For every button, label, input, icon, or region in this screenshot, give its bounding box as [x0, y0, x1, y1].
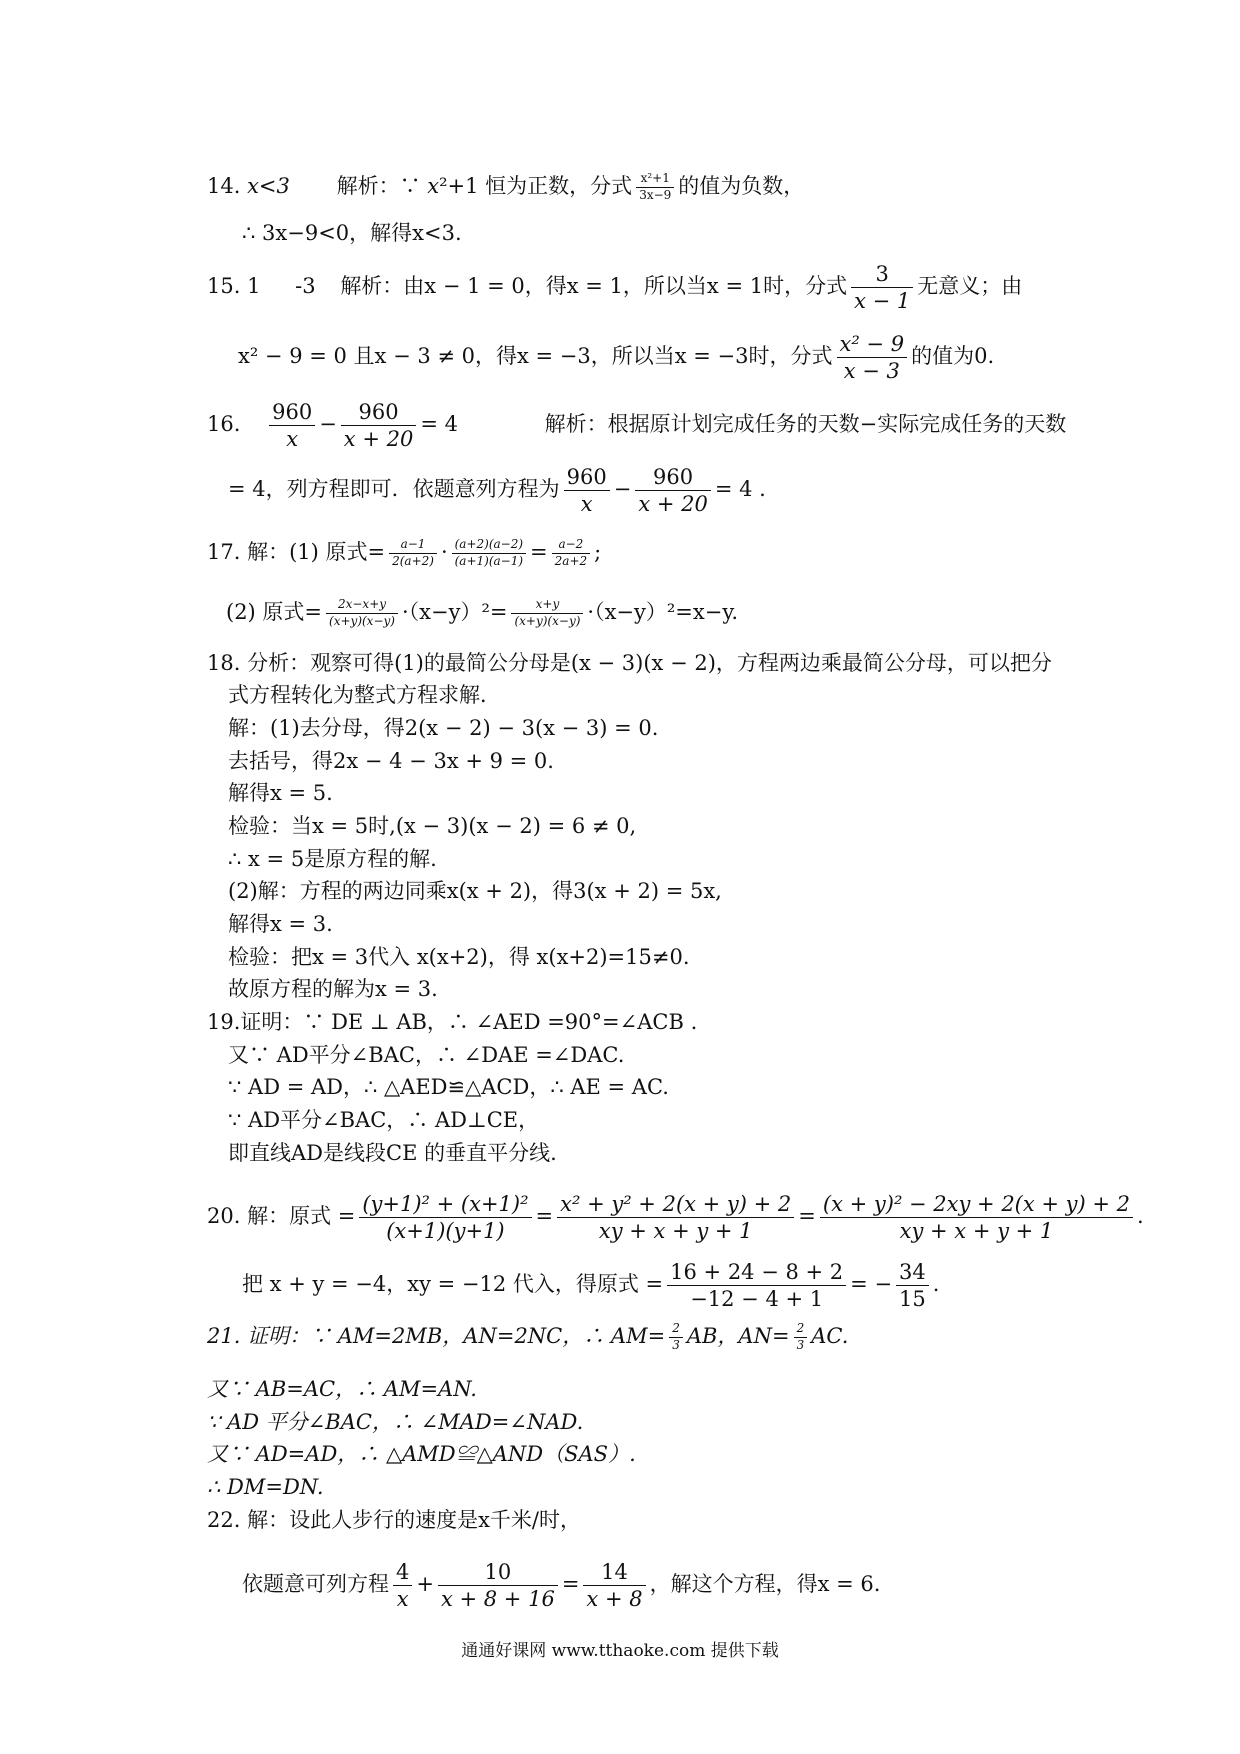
q16-fraction-2 [341, 400, 417, 451]
q20-frac4-numerator: 16 + 24 − 8 + 2 [667, 1260, 846, 1286]
q14-frac-numerator: x²+1 [636, 172, 674, 188]
q20-equals-3: = − [850, 1272, 893, 1297]
q14-line2: ∴ 3x−9<0，解得x<3. [242, 221, 462, 245]
q17-frac3-numerator: a−2 [552, 538, 590, 554]
q21-fraction-1 [669, 1322, 683, 1353]
q22-frac2-denominator: x + 8 + 16 [440, 1587, 555, 1612]
q15-text: 解析：由x − 1 = 0，得x = 1，所以当x = 1时，分式 [340, 274, 848, 299]
q22-line1: 22. 解：设此人步行的速度是x千米/时， [207, 1508, 581, 1532]
q15-line2-text: x² − 9 = 0 且x − 3 ≠ 0，得x = −3，所以当x = −3时，分式 [238, 344, 833, 369]
q18-line: ∴ x = 5是原方程的解. [228, 847, 437, 871]
q21-line: 又∵ AD=AD，∴ △AMD≌△AND（SAS）. [207, 1442, 636, 1466]
page-footer: 通通好课网 www.tthaoke.com 提供下载 [461, 1641, 779, 1661]
q19-line: ∵ AD平分∠BAC，∴ AD⊥CE， [228, 1108, 540, 1132]
q16-frac3-denominator: x [580, 492, 593, 517]
q15-frac2-numerator: x² − 9 [837, 332, 908, 358]
q20-frac4-denominator: −12 − 4 + 1 [690, 1287, 824, 1312]
q22-plus: + [416, 1572, 434, 1597]
q17-frac5-numerator: x+y [511, 598, 583, 614]
q22-text: 依题意可列方程 [242, 1572, 389, 1597]
q14-analysis-label: 解析：∵ [336, 173, 421, 198]
q16-frac2-denominator: x + 20 [343, 427, 414, 452]
q22-fraction-2 [438, 1560, 558, 1611]
q15-frac1-denominator: x − 1 [854, 289, 911, 314]
q16-line2 [228, 465, 766, 516]
q21-frac1-denominator: 3 [672, 1337, 680, 1352]
q16-frac4-denominator: x + 20 [638, 492, 708, 517]
q22-frac3-denominator: x + 8 [586, 1587, 643, 1612]
q14-frac-denominator: 3x−9 [639, 187, 672, 202]
q21-line: ∵ AD 平分∠BAC，∴ ∠MAD=∠NAD. [207, 1410, 584, 1434]
q20-fraction-5 [896, 1260, 929, 1311]
q20-frac2-denominator: xy + x + y + 1 [598, 1219, 753, 1244]
q21-frac2-denominator: 3 [796, 1337, 805, 1352]
q17-fraction-1 [389, 538, 437, 569]
q17-line2 [226, 598, 738, 629]
q15-answer-2: -3 [295, 274, 316, 299]
q19-line: 即直线AD是线段CE 的垂直平分线. [228, 1141, 557, 1165]
q21-fraction-2 [794, 1322, 808, 1353]
q15-frac2-denominator: x − 3 [843, 359, 900, 384]
q17-part2-label: (2) 原式= [226, 599, 323, 624]
q17-line1 [207, 538, 601, 569]
q22-solution: ，解这个方程，得x = 6. [649, 1572, 881, 1597]
q22-equals: = [561, 1572, 580, 1597]
q20-substitute-text: 把 x + y = −4，xy = −12 代入，得原式 = [242, 1272, 664, 1297]
q16-equals: = 4 [420, 412, 458, 437]
q14-var-x: x [427, 173, 440, 198]
q20-frac5-denominator: 15 [899, 1287, 926, 1312]
q16-frac1-numerator: 960 [269, 400, 315, 426]
q21-line1 [207, 1322, 848, 1353]
q22-fraction-3 [583, 1560, 645, 1611]
q16-fraction-4 [635, 465, 711, 516]
q17-frac1-numerator: a−1 [389, 538, 437, 554]
q16-fraction-1 [269, 400, 315, 451]
q22-frac2-numerator: 10 [438, 1560, 558, 1586]
q15-frac1-numerator: 3 [851, 262, 913, 288]
q14-fraction [636, 172, 674, 203]
q17-frac2-numerator: (a+2)(a−2) [452, 538, 526, 554]
q20-frac2-numerator: x² + y² + 2(x + y) + 2 [557, 1192, 794, 1218]
q16-line2-text: = 4，列方程即可．依题意列方程为 [228, 477, 560, 502]
q19-line: 又∵ AD平分∠BAC，∴ ∠DAE =∠DAC. [228, 1043, 625, 1067]
q16-minus: − [319, 412, 337, 437]
q17-fraction-4 [326, 598, 398, 629]
q17-frac4-numerator: 2x−x+y [326, 598, 398, 614]
q17-frac1-denominator: 2(a+2) [392, 553, 434, 568]
q21-text-mid: AB，AN= [686, 1323, 790, 1348]
q20-label: 20. 解：原式 = [207, 1204, 356, 1229]
q20-fraction-2 [557, 1192, 794, 1243]
q15-line2 [238, 332, 994, 383]
q16-frac2-numerator: 960 [341, 400, 417, 426]
q18-line: 18. 分析：观察可得(1)的最简公分母是(x − 3)(x − 2)，方程两边乘最简公分母，可以把分 [207, 651, 1052, 675]
q14-text: ²+1 恒为正数，分式 [439, 173, 633, 198]
q16-frac4-numerator: 960 [635, 465, 711, 491]
q20-fraction-1 [359, 1192, 531, 1243]
q15-line2-end: 的值为0. [911, 344, 995, 369]
q22-line2 [242, 1560, 880, 1611]
q18-line: (2)解：方程的两边同乘x(x + 2)，得3(x + 2) = 5x, [228, 879, 722, 903]
q14-text-end: 的值为负数， [678, 173, 805, 198]
q19-line: ∵ AD = AD，∴ △AED≌△ACD，∴ AE = AC. [228, 1075, 669, 1099]
q16-minus-2: − [613, 477, 632, 502]
q16-frac1-denominator: x [286, 427, 299, 452]
q15-number: 15. [207, 274, 241, 299]
q16-line1 [207, 400, 1066, 451]
q17-frac4-denominator: (x+y)(x−y) [329, 613, 395, 628]
q20-fraction-4 [667, 1260, 846, 1311]
q16-analysis: 解析：根据原计划完成任务的天数−实际完成任务的天数 [544, 412, 1067, 437]
q15-answer-1: 1 [247, 274, 261, 299]
q16-fraction-3 [564, 465, 610, 516]
q17-part2-text: ·（x−y）²= [401, 599, 508, 624]
q14-line1 [207, 172, 804, 203]
q20-period: . [1137, 1204, 1144, 1229]
q17-fraction-3 [552, 538, 590, 569]
q17-fraction-2 [452, 538, 526, 569]
q22-fraction-1 [393, 1560, 412, 1611]
q18-line: 故原方程的解为x = 3. [228, 977, 438, 1001]
q15-line1 [207, 262, 1022, 313]
q18-line: 去括号，得2x − 4 − 3x + 9 = 0. [228, 749, 554, 773]
q15-text-end: 无意义；由 [917, 274, 1023, 299]
q22-frac1-denominator: x [396, 1587, 409, 1612]
q18-line: 解得x = 5. [228, 781, 333, 805]
q17-frac3-denominator: 2a+2 [554, 553, 588, 568]
q15-fraction-1 [851, 262, 913, 313]
q20-equals-2: = [798, 1204, 816, 1229]
q15-fraction-2 [837, 332, 908, 383]
q21-text-end: AC. [811, 1323, 849, 1348]
q17-frac5-denominator: (x+y)(x−y) [514, 613, 581, 628]
q18-line: 式方程转化为整式方程求解． [228, 683, 501, 707]
q20-frac1-denominator: (x+1)(y+1) [386, 1219, 505, 1244]
q18-line: 检验：把x = 3代入 x(x+2)，得 x(x+2)=15≠0. [228, 945, 690, 969]
q17-frac2-denominator: (a+1)(a−1) [454, 553, 524, 568]
q20-line1 [207, 1192, 1144, 1243]
q17-dot: · [440, 539, 448, 564]
q16-equals-2: = 4 . [714, 477, 766, 502]
q18-line: 解：(1)去分母，得2(x − 2) − 3(x − 3) = 0. [228, 716, 659, 740]
q21-proof-text: 21. 证明：∵ AM=2MB，AN=2NC，∴ AM= [207, 1323, 666, 1348]
q20-frac3-numerator: (x + y)² − 2xy + 2(x + y) + 2 [820, 1192, 1133, 1218]
q16-frac3-numerator: 960 [564, 465, 610, 491]
q21-frac1-numerator: 2 [669, 1322, 683, 1338]
q20-frac5-numerator: 34 [896, 1260, 929, 1286]
q20-frac1-numerator: (y+1)² + (x+1)² [359, 1192, 531, 1218]
q21-frac2-numerator: 2 [794, 1322, 808, 1338]
q20-period-2: . [932, 1272, 940, 1297]
q17-equals: = [530, 539, 548, 564]
q18-line: 解得x = 3. [228, 912, 333, 936]
q20-frac3-denominator: xy + x + y + 1 [899, 1219, 1054, 1244]
q19-line: 19.证明：∵ DE ⊥ AB，∴ ∠AED =90°=∠ACB . [207, 1010, 698, 1034]
q16-number: 16. [207, 412, 241, 437]
q20-fraction-3 [820, 1192, 1133, 1243]
q21-line: 又∵ AB=AC，∴ AM=AN. [207, 1377, 477, 1401]
q20-equals-1: = [535, 1204, 554, 1229]
q17-label: 17. 解：(1) 原式= [207, 539, 386, 564]
q14-answer: x<3 [247, 173, 290, 198]
q22-frac3-numerator: 14 [583, 1560, 645, 1586]
q17-fraction-5 [511, 598, 583, 629]
q20-line2 [242, 1260, 939, 1311]
q17-semicolon: ; [594, 539, 602, 564]
q18-line: 检验：当x = 5时,(x − 3)(x − 2) = 6 ≠ 0, [228, 814, 637, 838]
q21-line: ∴ DM=DN. [207, 1475, 324, 1499]
q22-frac1-numerator: 4 [393, 1560, 412, 1586]
q17-part2-end: ·（x−y）²=x−y. [587, 599, 739, 624]
q14-number: 14. [207, 173, 241, 198]
